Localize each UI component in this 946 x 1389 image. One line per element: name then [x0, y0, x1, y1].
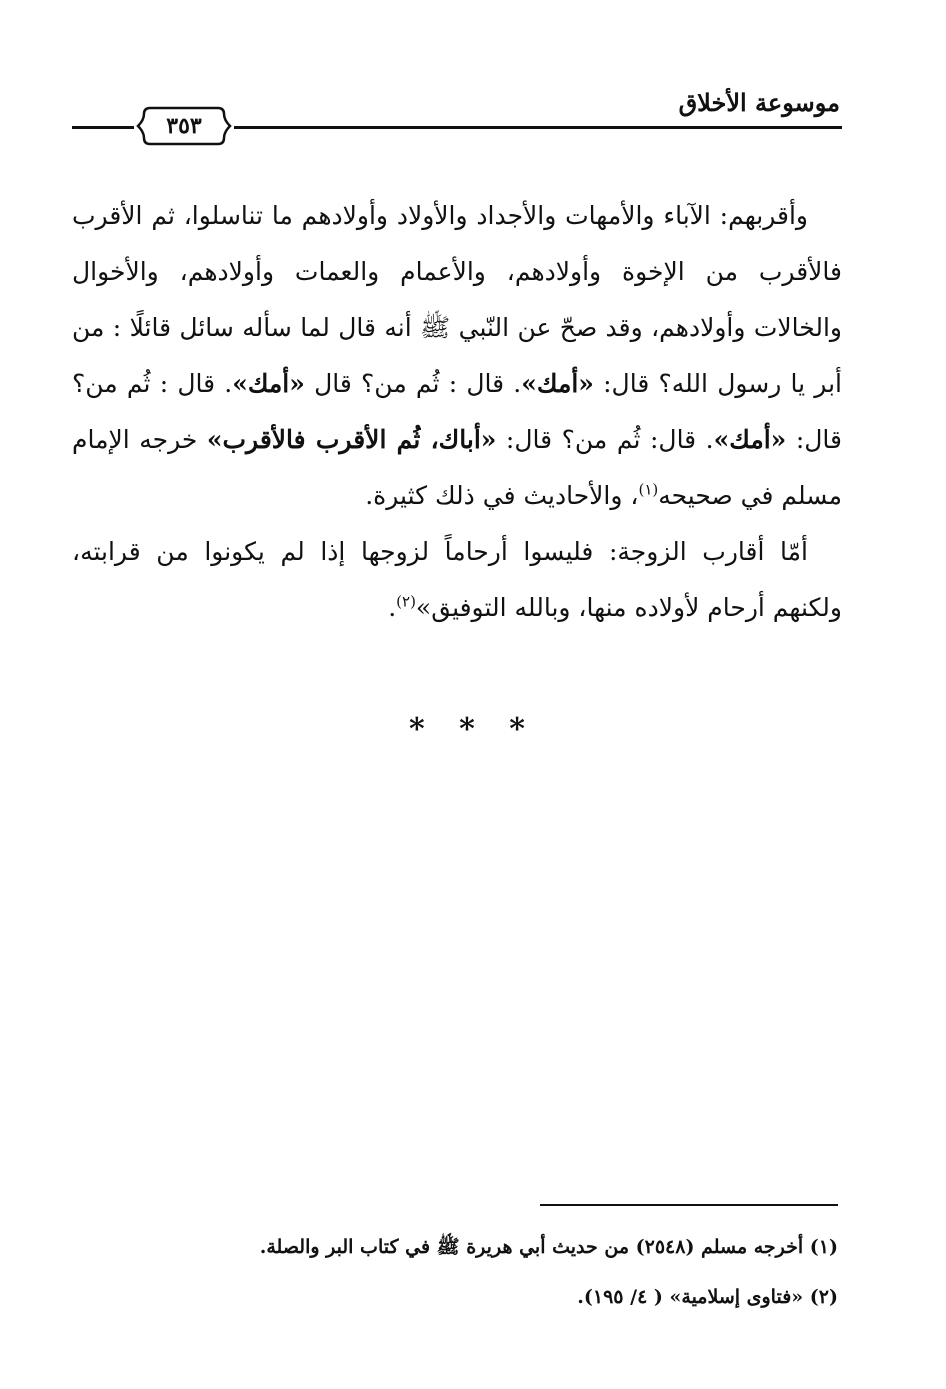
page-number: ٣٥٣	[166, 113, 202, 139]
section-separator: * * *	[409, 712, 537, 747]
footnote-rule	[540, 1204, 838, 1206]
text-run: وأقربهم: الآباء والأمهات والأجداد والأولاد وأولادهم ما تناسلوا، ثم الأقرب فالأقرب من الإخوة وأولادهم، والأعمام والعمات وأولادهم، والأخوال والخالات وأولادهم، وقد صحّ عن النّبي ﷺ أنه قال لما سأله سائل قائلًا : من أبر يا رسول الله؟ قال:	[72, 201, 842, 398]
text-run: .	[388, 593, 397, 622]
header-rule-left	[72, 126, 134, 129]
page-number-frame	[136, 104, 232, 148]
paragraph-2	[72, 524, 842, 636]
text-run: خرجه الإمام مسلم في صحيحه	[72, 425, 842, 510]
footnote-reference[interactable]: (٢)	[396, 592, 416, 611]
text-run: ، والأحاديث في ذلك كثيرة.	[365, 481, 639, 510]
paragraph-1	[72, 188, 842, 524]
footnotes	[78, 1222, 838, 1322]
text-run: . قال : ثُم من؟ قال	[304, 369, 522, 398]
hadith-quote: «أباك، ثُم الأقرب فالأقرب»	[206, 425, 497, 454]
hadith-quote: «أمك»	[232, 369, 305, 398]
footnote-reference[interactable]: (١)	[638, 480, 659, 499]
text-run: . قال: ثُم من؟ قال:	[496, 425, 714, 454]
footnote-2: (٢) «فتاوى إسلامية» ( ٤/ ١٩٥).	[577, 1286, 838, 1308]
text-run: . قال : ثُم من؟ قال:	[72, 369, 842, 454]
main-text	[72, 188, 842, 636]
hadith-quote: «أمك»	[521, 369, 594, 398]
footnote-1: (١) أخرجه مسلم (٢٥٤٨) من حديث أبي هريرة ﷺ في كتاب البر والصلة.	[259, 1236, 838, 1258]
header-rule-right	[234, 126, 842, 129]
text-run: أمّا أقارب الزوجة: فليسوا أرحاماً لزوجها إذا لم يكونوا من قرابته، ولكنهم أرحام لأولاده منها، وبالله التوفيق»	[72, 537, 842, 622]
running-header-title: موسوعة الأخلاق	[678, 88, 840, 117]
hadith-quote: «أمك»	[713, 425, 787, 454]
